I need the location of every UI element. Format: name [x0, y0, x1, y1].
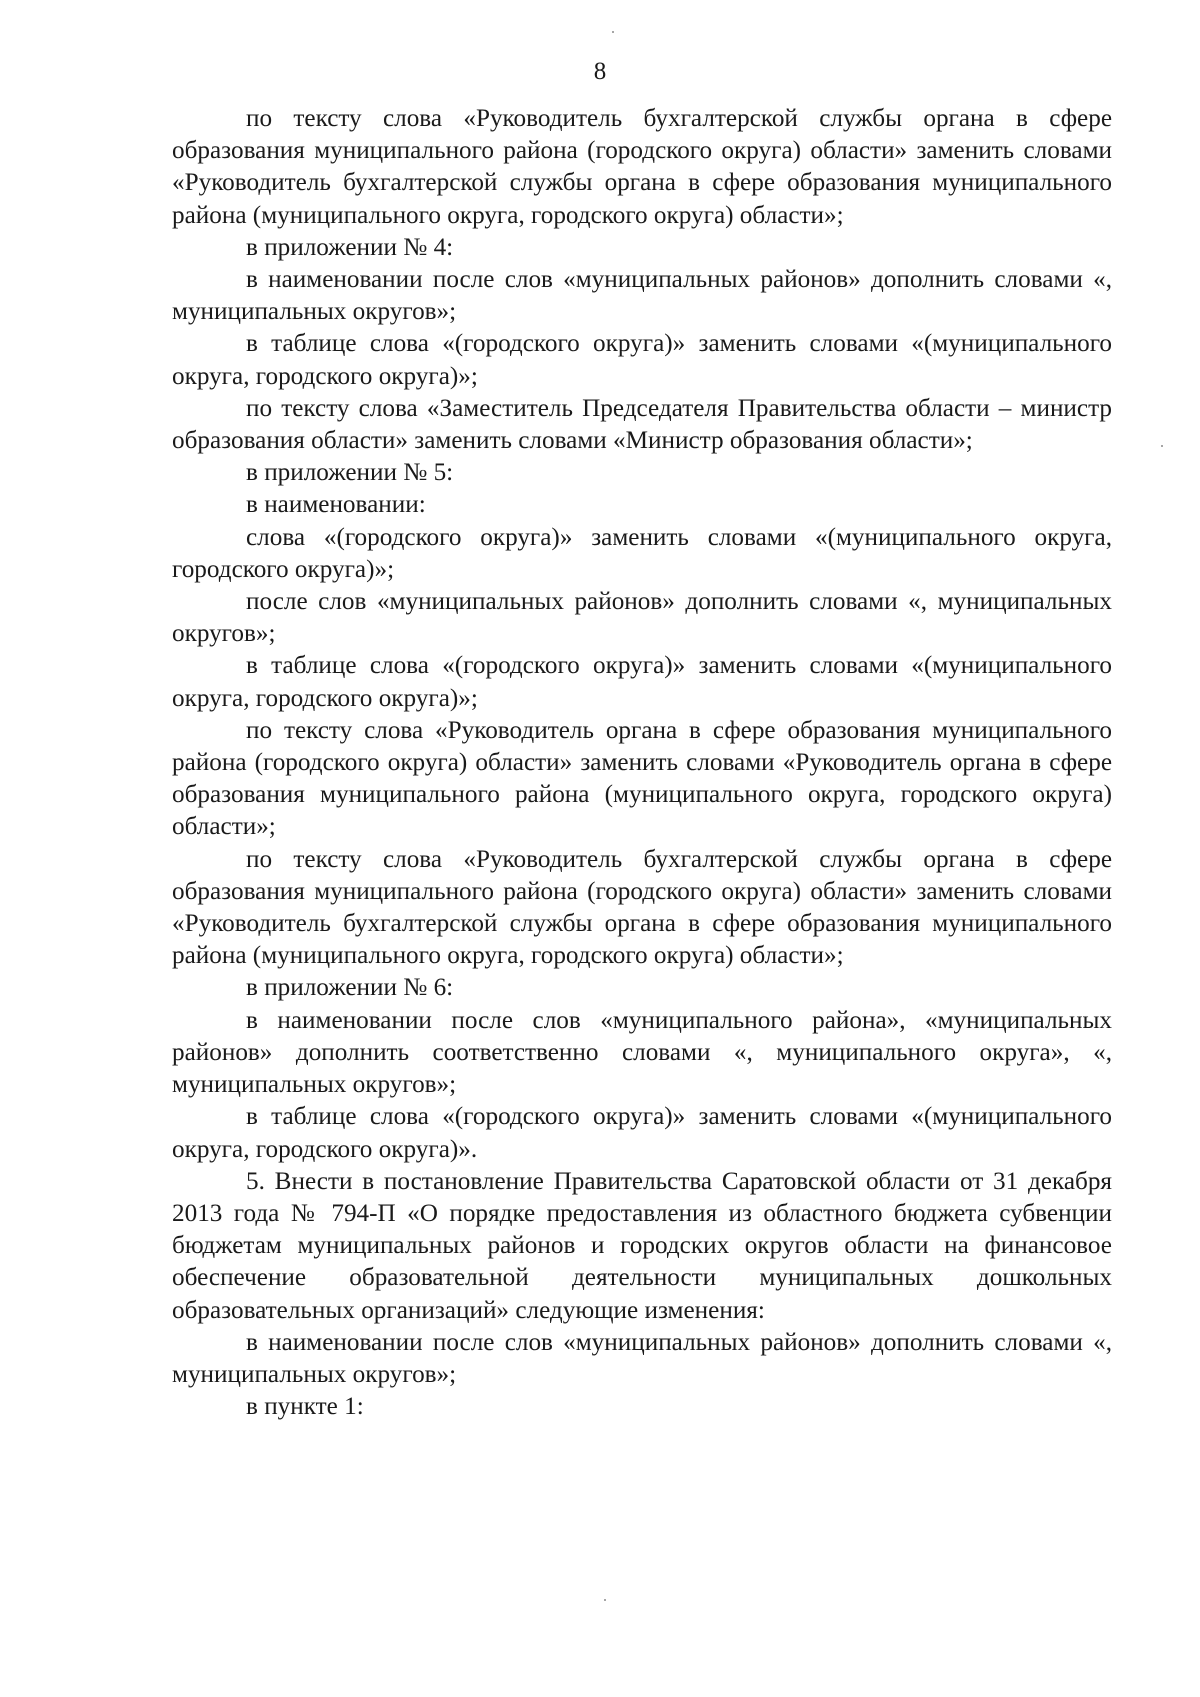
paragraph: в таблице слова «(городского округа)» заменить словами «(муниципального округа, городского округа)»;: [172, 652, 1112, 712]
paragraph: по тексту слова «Руководитель бухгалтерской службы органа в сфере образования муниципального района (городского округа) области» заменить словами «Руководитель бухгалтерской службы органа в сфере образования муниципального района (муниципального округа, городского округа) области»;: [172, 105, 1112, 229]
paragraph: 5. Внести в постановление Правительства Саратовской области от 31 декабря 2013 года № 794-П «О порядке предоставления из областного бюджета субвенции бюджетам муниципальных районов и городских округов области на финансовое обеспечение образовательной деятельности муниципальных дошкольных образовательных организаций» следующие изменения:: [172, 1167, 1112, 1324]
scan-speck: [612, 31, 614, 33]
paragraph: в приложении № 6:: [246, 974, 454, 1002]
paragraph: в наименовании после слов «муниципального района», «муниципальных районов» дополнить соответственно словами «, муниципального округа», «, муниципальных округов»;: [172, 1006, 1112, 1099]
paragraph: по тексту слова «Заместитель Председателя Правительства области – министр образования области» заменить словами «Министр образования области»;: [172, 394, 1112, 455]
page-number: 8: [593, 58, 607, 85]
paragraph: в пункте 1:: [246, 1393, 364, 1421]
paragraph: в наименовании после слов «муниципальных районов» дополнить словами «, муниципальных округов»;: [172, 266, 1112, 326]
paragraph: в таблице слова «(городского округа)» заменить словами «(муниципального округа, городского округа)».: [172, 1103, 1112, 1163]
scan-speck: [1161, 445, 1163, 447]
paragraph: по тексту слова «Руководитель органа в сфере образования муниципального района (городского округа) области» заменить словами «Руководитель органа в сфере образования муниципального района (муниципального округа, городского округа) области»;: [172, 716, 1112, 841]
paragraph: слова «(городского округа)» заменить словами «(муниципального округа, городского округа)»;: [172, 523, 1112, 583]
paragraph: в наименовании:: [246, 491, 426, 519]
paragraph: в наименовании после слов «муниципальных районов» дополнить словами «, муниципальных округов»;: [172, 1328, 1112, 1388]
paragraph: в таблице слова «(городского округа)» заменить словами «(муниципального округа, городского округа)»;: [172, 330, 1112, 390]
paragraph: по тексту слова «Руководитель бухгалтерской службы органа в сфере образования муниципального района (городского округа) области» заменить словами «Руководитель бухгалтерской службы органа в сфере образования муниципального района (муниципального округа, городского округа) области»;: [172, 845, 1112, 970]
paragraph: в приложении № 5:: [246, 459, 454, 487]
paragraph: после слов «муниципальных районов» дополнить словами «, муниципальных округов»;: [172, 588, 1112, 648]
scan-speck: [604, 1599, 606, 1601]
document-body: [172, 103, 1112, 1423]
paragraph: в приложении № 4:: [246, 233, 454, 261]
